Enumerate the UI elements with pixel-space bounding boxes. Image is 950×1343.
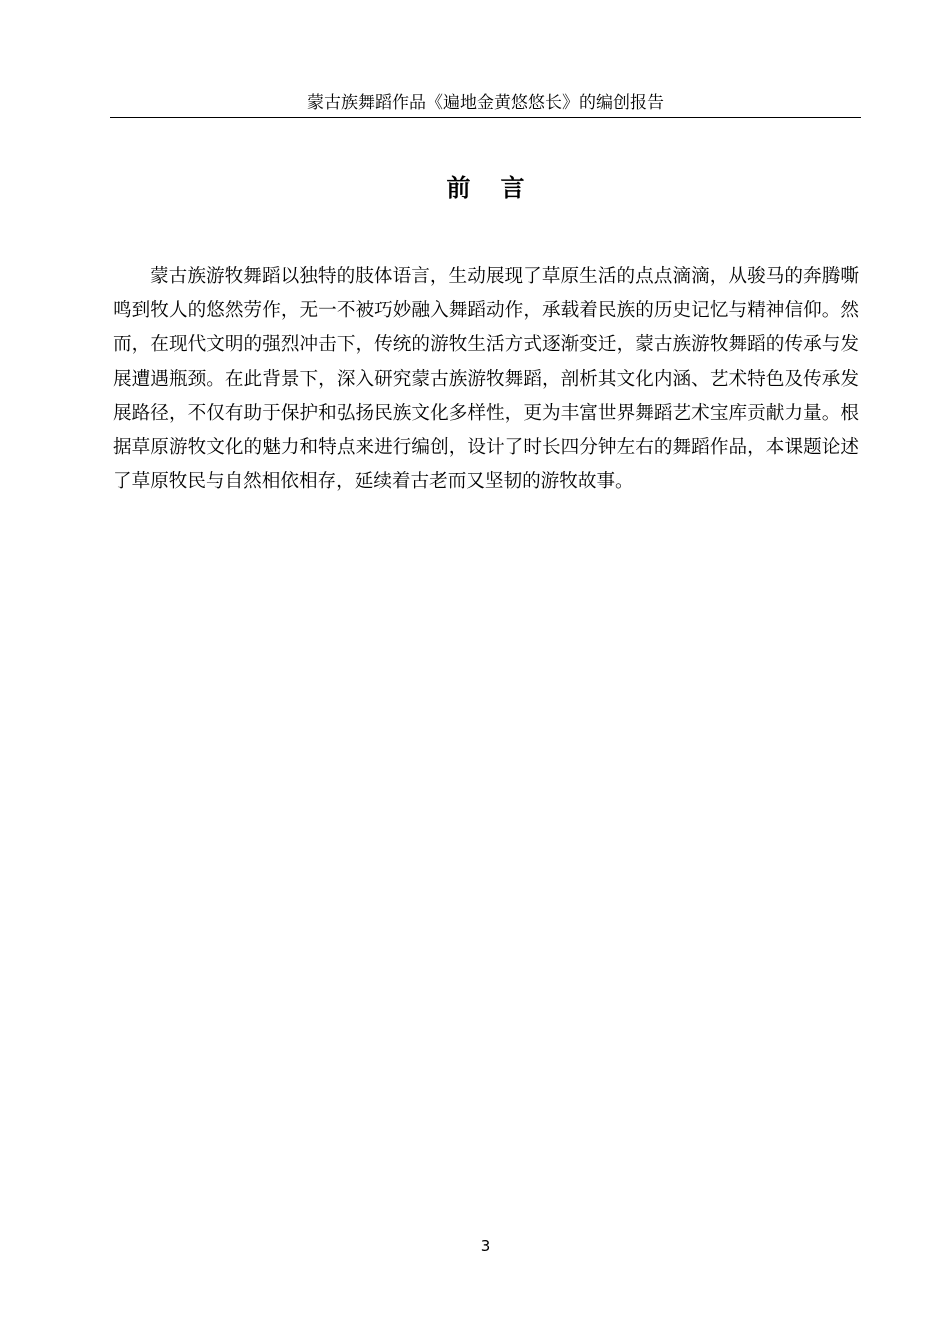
page-number: 3: [480, 1237, 491, 1255]
body-paragraph: 蒙古族游牧舞蹈以独特的肢体语言，生动展现了草原生活的点点滴滴，从骏马的奔腾嘶鸣到牧人的悠然劳作，无一不被巧妙融入舞蹈动作，承载着民族的历史记忆与精神信仰。然而，在现代文明的强烈冲击下，传统的游牧生活方式逐渐变迁，蒙古族游牧舞蹈的传承与发展遭遇瓶颈。在此背景下，深入研究蒙古族游牧舞蹈，剖析其文化内涵、艺术特色及传承发展路径，不仅有助于保护和弘扬民族文化多样性，更为丰富世界舞蹈艺术宝库贡献力量。根据草原游牧文化的魅力和特点来进行编创，设计了时长四分钟左右的舞蹈作品，本课题论述了草原牧民与自然相依相存，延续着古老而又坚韧的游牧故事。: [113, 266, 859, 493]
header-divider: [110, 117, 861, 118]
running-header: 蒙古族舞蹈作品《遍地金黄悠悠长》的编创报告: [307, 93, 664, 113]
section-title: 前言: [446, 174, 555, 202]
